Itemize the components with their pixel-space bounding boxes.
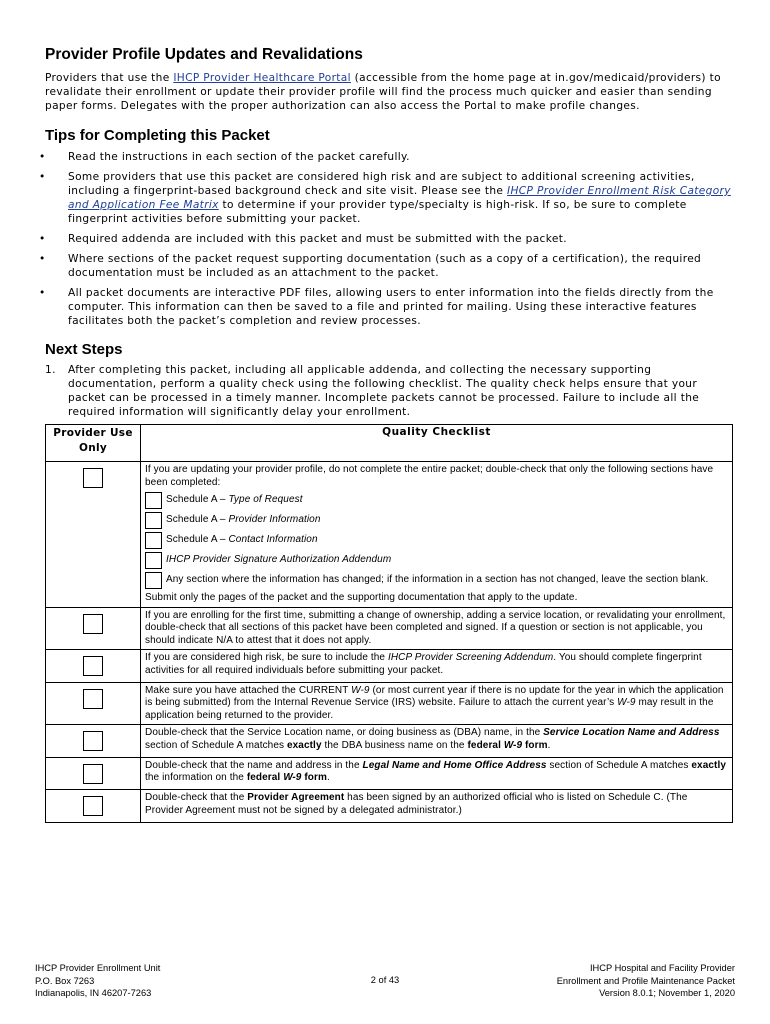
table-row [46, 725, 733, 758]
checklist-item [141, 462, 733, 608]
text: Double-check that the Service Location name, or doing business as (DBA) name, in the [145, 727, 544, 738]
checkbox-cell [46, 650, 141, 683]
checkbox-cell [46, 790, 141, 823]
sub-item [145, 492, 728, 509]
text-bold-italic: W-9 [283, 772, 302, 783]
text-bold: form [522, 739, 548, 751]
intro-text-2: (accessible from the home page at in.gov/medicaid/providers) to revalidate their enrollment or update their provider profile will find the process much quicker and easier than sending paper forms. Delegates with the proper authorization can also access the Portal to make profile changes. [45, 72, 721, 112]
next-step-1 [45, 363, 735, 419]
quality-checklist-header: Quality Checklist [141, 425, 733, 462]
text: . [547, 739, 551, 751]
sub-item-label [166, 512, 321, 527]
bullet-icon: • [39, 171, 46, 183]
sub-text: Schedule A – [166, 494, 229, 505]
sub-text-italic: Contact Information [228, 534, 318, 545]
sub-item-label: Any section where the information has changed; if the information in a section has not changed, leave the section blank. [166, 574, 709, 585]
table-header-row [46, 425, 733, 462]
text-bold: Provider Agreement [247, 792, 345, 803]
checkbox[interactable] [83, 796, 103, 816]
checklist-item [141, 650, 733, 683]
intro-text-1: Providers that use the [45, 72, 174, 84]
next-steps-heading: Next Steps [45, 341, 123, 358]
checklist-item: If you are enrolling for the first time, submitting a change of ownership, adding a service location, or revalidating your enrollment, double-check that all sections of this packet have been completed and signed. If a question or section is not applicable, you should indicate N/A to attest that it does not apply. [141, 607, 733, 650]
tip-text: Where sections of the packet request supporting documentation (such as a copy of a certification), the required documentation must be included as an attachment to the packet. [68, 253, 702, 279]
sub-item [145, 532, 728, 549]
text: has been signed by an authorized official who is listed on Schedule C. (The Provider Agreement must not be signed by a delegated administrator.) [145, 792, 688, 816]
sub-item [145, 512, 728, 529]
sub-checkbox[interactable] [145, 512, 162, 529]
footer-line: Indianapolis, IN 46207-7263 [35, 988, 152, 998]
list-item [39, 252, 735, 280]
provider-use-only-header: Provider Use Only [46, 425, 141, 462]
portal-link[interactable]: IHCP Provider Healthcare Portal [173, 72, 351, 84]
text-italic: W-9 [617, 697, 636, 708]
text-bold-italic: W-9 [503, 739, 523, 751]
tips-list [39, 150, 735, 334]
text: may result in the application being returned to the provider. [145, 697, 714, 721]
text-italic: IHCP Provider Screening Addendum [387, 652, 554, 663]
checkbox-cell [46, 725, 141, 758]
footer-line: Enrollment and Profile Maintenance Packet [556, 975, 735, 986]
checkbox[interactable] [83, 614, 103, 634]
text: the DBA business name on the [321, 739, 468, 751]
text-bold: federal [246, 772, 284, 783]
checkbox[interactable] [83, 468, 103, 488]
checkbox[interactable] [83, 656, 103, 676]
list-item [39, 286, 735, 328]
table-row [46, 682, 733, 725]
tip-text: Required addenda are included with this packet and must be submitted with the packet. [68, 233, 567, 245]
text-bold: form [301, 772, 327, 783]
sub-text: Schedule A – [166, 514, 229, 525]
text: the information on the [145, 772, 247, 783]
tip-text: to determine if your provider type/specialty is high-risk. If so, be sure to complete fingerprint activities before submitting your packet. [68, 199, 687, 225]
footer-document-info [557, 962, 735, 1000]
text-bold-italic: Service Location Name and Address [543, 727, 720, 738]
checklist-item [141, 757, 733, 790]
checklist-item [141, 682, 733, 725]
checkbox[interactable] [83, 689, 103, 709]
text: Double-check that the [145, 792, 248, 803]
footer-line: Version 8.0.1; November 1, 2020 [599, 988, 735, 998]
checklist-text: Submit only the pages of the packet and the supporting documentation that apply to the update. [145, 592, 578, 603]
sub-checkbox[interactable] [145, 552, 162, 569]
sub-item [145, 572, 728, 589]
text: . [326, 772, 330, 783]
bullet-icon: • [39, 253, 46, 265]
page-title: Provider Profile Updates and Revalidations [45, 46, 363, 63]
checklist-item [141, 725, 733, 758]
checkbox[interactable] [83, 731, 103, 751]
text: Make sure you have attached the CURRENT [145, 684, 352, 696]
table-row [46, 607, 733, 650]
text-bold-italic: Legal Name and Home Office Address [362, 759, 547, 771]
sub-item-label [166, 492, 303, 507]
sub-checkbox[interactable] [145, 572, 162, 589]
table-row [46, 462, 733, 608]
list-item [39, 170, 735, 226]
tip-text: Read the instructions in each section of the packet carefully. [68, 151, 410, 163]
page-number: 2 of 43 [370, 975, 400, 985]
text: (or most current year if there is no update for the year in which the application is being submitted) from the Internal Revenue Service (IRS) website. Failure to attach the current year’s [145, 684, 724, 708]
checkbox-cell [46, 682, 141, 725]
text: section of Schedule A matches [546, 759, 692, 771]
checkbox-cell [46, 607, 141, 650]
tips-heading: Tips for Completing this Packet [45, 127, 270, 144]
list-item [39, 150, 735, 164]
sub-text: Schedule A – [166, 534, 229, 545]
sub-checkbox[interactable] [145, 492, 162, 509]
checkbox[interactable] [83, 764, 103, 784]
sub-text-italic: Type of Request [228, 494, 303, 505]
footer-line: IHCP Provider Enrollment Unit [35, 963, 161, 973]
quality-checklist-table [45, 424, 733, 823]
text: If you are considered high risk, be sure to include the [145, 652, 388, 663]
checkbox-cell [46, 462, 141, 608]
tip-text: All packet documents are interactive PDF files, allowing users to enter information into the fields directly from the computer. This information can then be saved to a file and printed for mailing. Using these interactive features facilitates both the packet’s completion and review processes. [68, 287, 714, 327]
bullet-icon: • [39, 151, 46, 163]
list-item [39, 232, 735, 246]
bullet-icon: • [39, 287, 46, 299]
sub-checkbox[interactable] [145, 532, 162, 549]
checklist-text: If you are updating your provider profile, do not complete the entire packet; double-check that only the following sections have been completed: [145, 464, 714, 488]
text-bold: exactly [286, 739, 322, 751]
text: section of Schedule A matches [145, 739, 287, 751]
text-italic: W-9 [351, 684, 370, 696]
step-text: After completing this packet, including all applicable addenda, and collecting the necessary supporting documentation, perform a quality check using the following checklist. The quality check helps ensure that your packet can be processed in a timely manner. Incomplete packets cannot be processed. Failure to include all the required information will significantly delay your enrollment. [68, 364, 700, 418]
table-row [46, 790, 733, 823]
sub-item-label [166, 532, 318, 547]
footer-line: P.O. Box 7263 [35, 975, 95, 986]
text-bold: exactly [691, 759, 727, 771]
sub-text-italic: Provider Information [228, 514, 321, 525]
sub-item-label: IHCP Provider Signature Authorization Addendum [166, 554, 392, 565]
intro-paragraph [45, 71, 735, 113]
text-bold: federal [467, 739, 504, 751]
text: Double-check that the name and address in the [145, 759, 363, 771]
table-row [46, 757, 733, 790]
step-number: 1. [45, 364, 56, 376]
bullet-icon: • [39, 233, 46, 245]
checkbox-cell [46, 757, 141, 790]
table-row [46, 650, 733, 683]
tip-text: Some providers that use this packet are considered high risk and are subject to additional screening activities, including a fingerprint-based background check and site visit. Please see the [68, 171, 695, 197]
sub-item [145, 552, 728, 569]
text: . You should complete fingerprint activities for all required individuals before submitting your packet. [145, 652, 702, 676]
risk-matrix-link[interactable]: IHCP Provider Enrollment Risk Category and Application Fee Matrix [68, 185, 731, 211]
footer-line: IHCP Hospital and Facility Provider [589, 963, 735, 973]
checklist-item [141, 790, 733, 823]
